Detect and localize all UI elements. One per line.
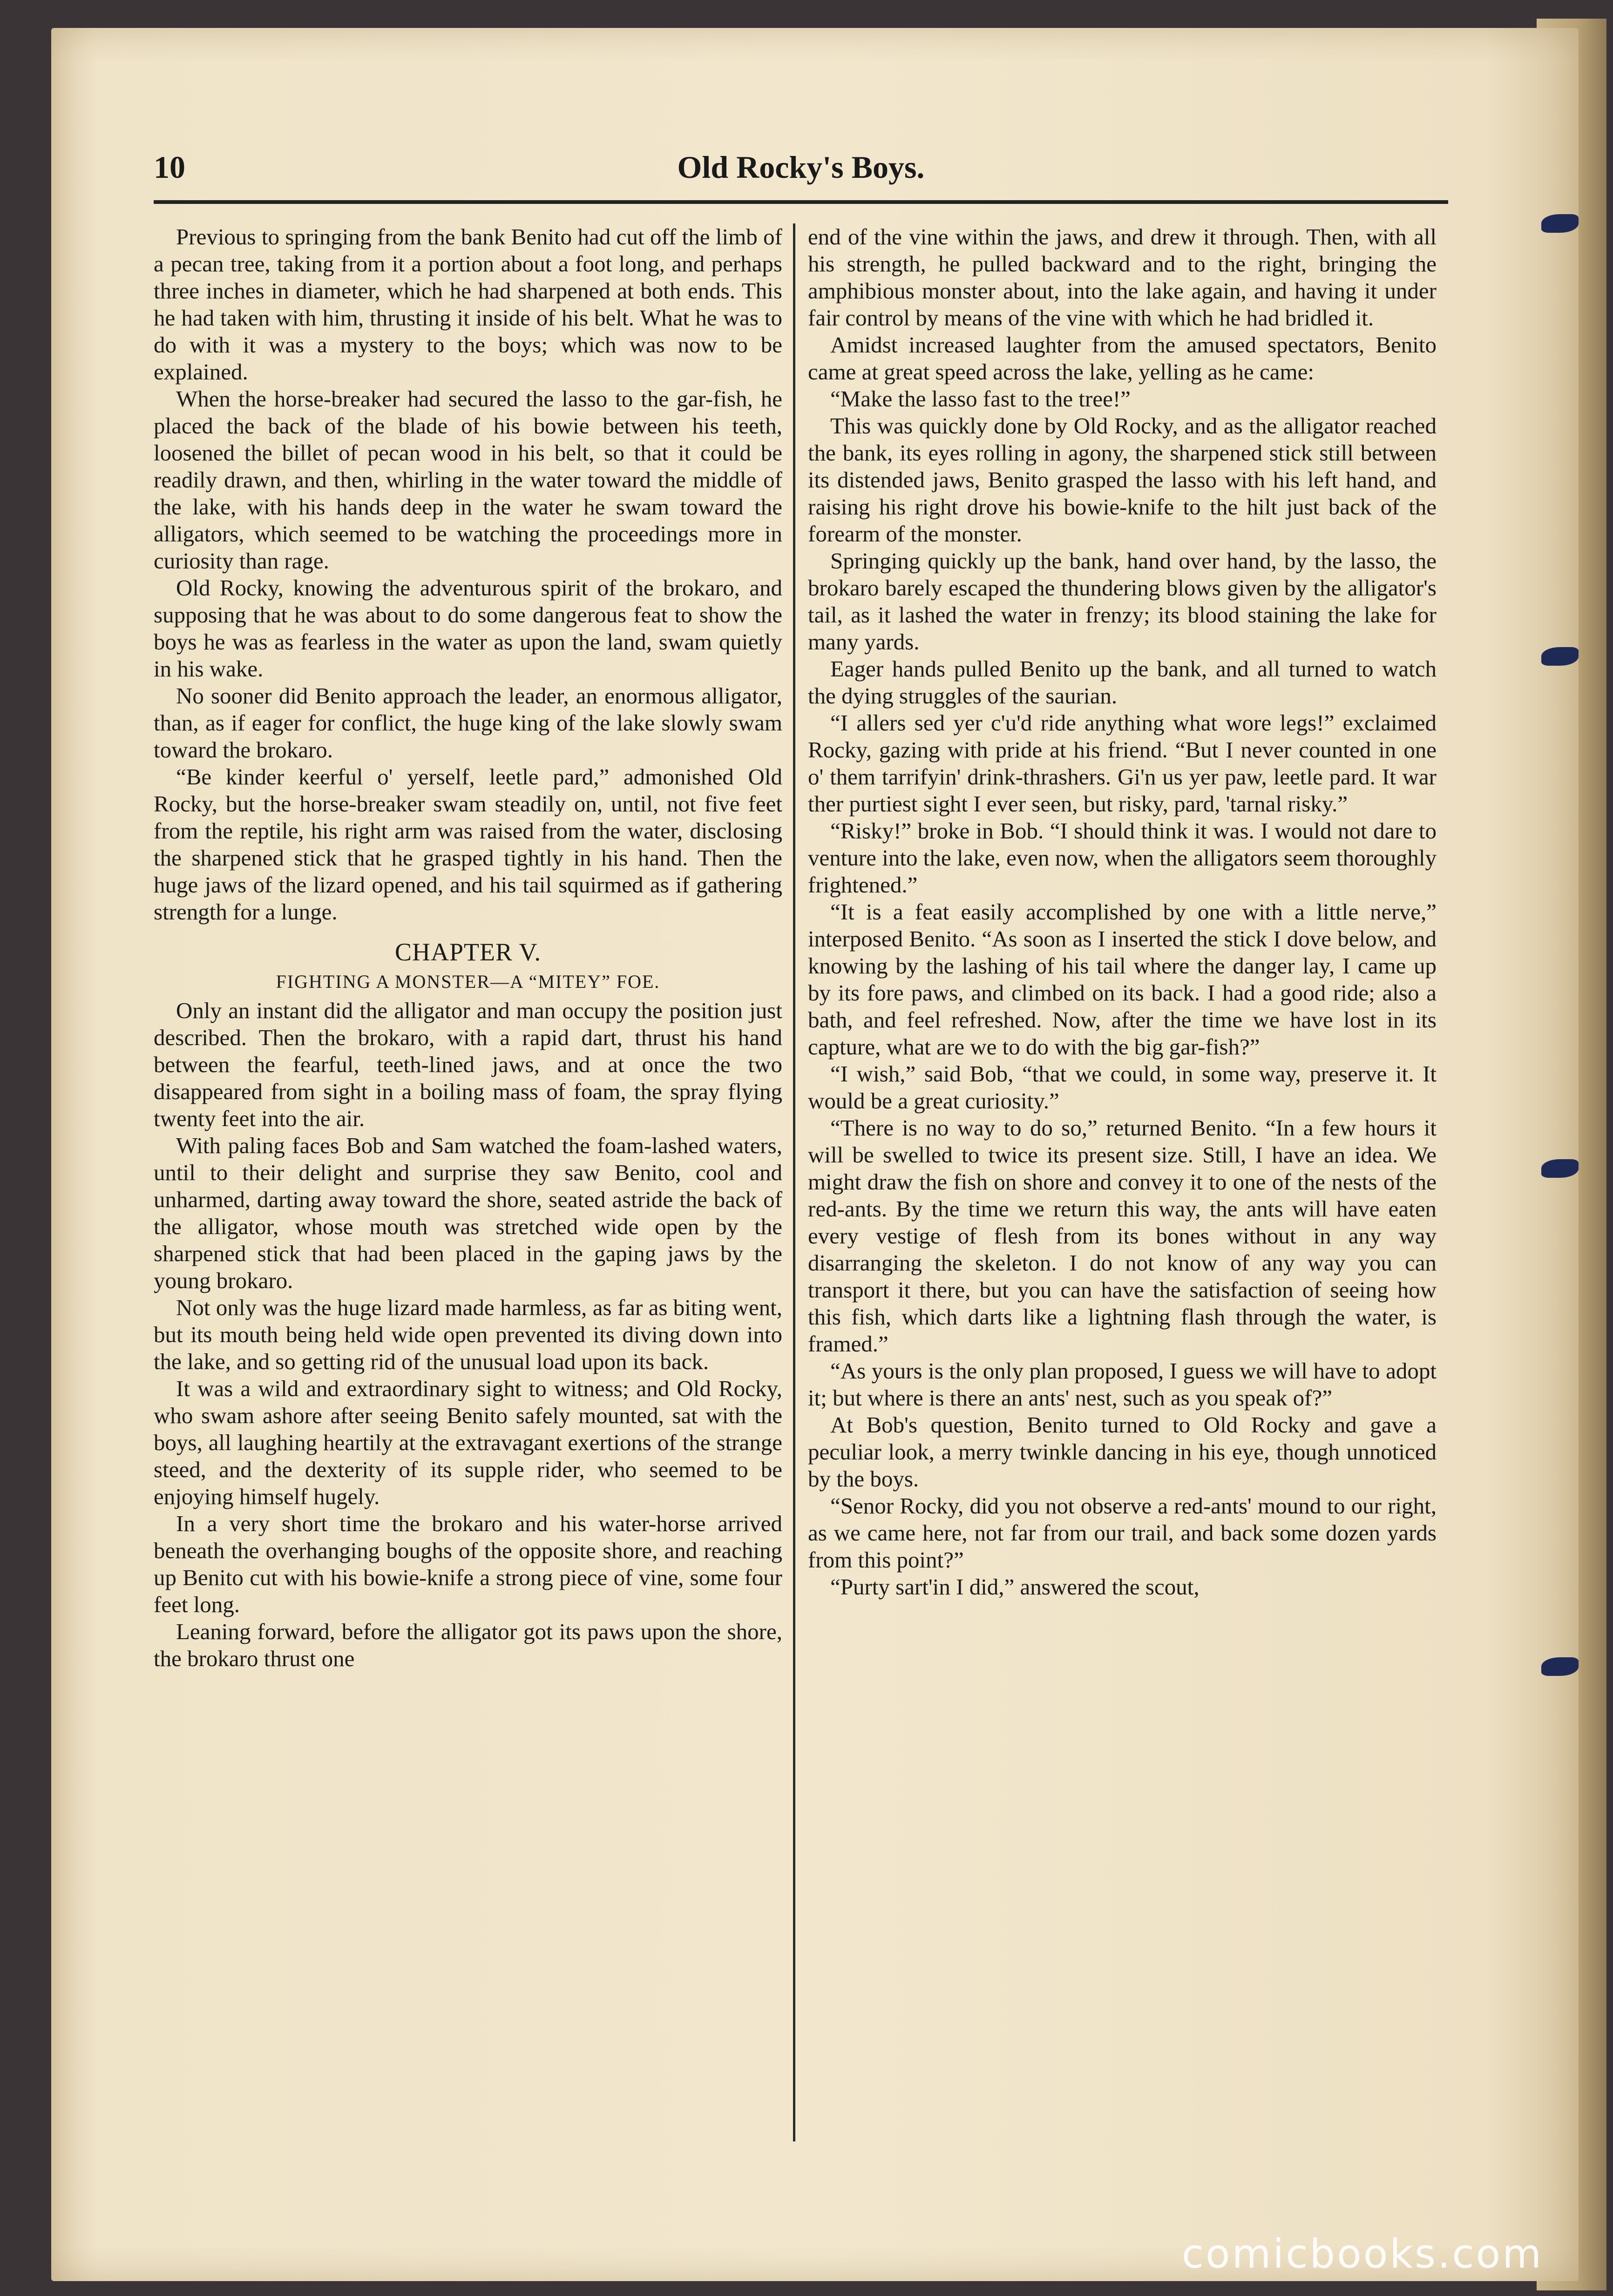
watermark: comicbooks.com: [1181, 2231, 1543, 2277]
chapter-title: CHAPTER V.: [394, 938, 542, 966]
paragraph: “As yours is the only plan proposed, I guess we will have to adopt it; but where is there an ants' nest, such as you speak of?”: [808, 1358, 1437, 1411]
binding-staple-hole: [1541, 647, 1579, 666]
paragraph: Eager hands pulled Benito up the bank, and all turned to watch the dying struggles of the saurian.: [808, 656, 1437, 709]
paragraph: “I wish,” said Bob, “that we could, in some way, preserve it. It would be a great curiosity.”: [808, 1061, 1437, 1114]
header-rule: [154, 200, 1448, 204]
right-column: [808, 223, 1437, 2132]
paragraph: It was a wild and extraordinary sight to witness; and Old Rocky, who swam ashore after seeing Benito safely mounted, sat with the boys, all laughing heartily at the extravagant exertions of the strange steed, and the dexterity of its supple rider, who seemed to be enjoying himself hugely.: [154, 1376, 782, 1509]
binding-staple-hole: [1541, 214, 1579, 233]
binding-staple-hole: [1541, 1159, 1579, 1178]
paragraph: At Bob's question, Benito turned to Old Rocky and gave a peculiar look, a merry twinkle dancing in his eye, though unnoticed by the boys.: [808, 1412, 1437, 1492]
paragraph: “Risky!” broke in Bob. “I should think it was. I would not dare to venture into the lake, even now, when the alligators seem thoroughly frightened.”: [808, 818, 1437, 898]
paragraph: “Be kinder keerful o' yerself, leetle pard,” admonished Old Rocky, but the horse-breaker swam steadily on, until, not five feet from the reptile, his right arm was raised from the water, disclosing the sharpened stick that he grasped tightly in his hand. Then the huge jaws of the lizard opened, and his tail squirmed as if gathering strength for a lunge.: [154, 764, 782, 925]
binding-staple-hole: [1541, 1657, 1579, 1676]
paragraph: “It is a feat easily accomplished by one with a little nerve,” interposed Benito. “As soon as I inserted the stick I dove below, and knowing by the lashing of his tail where the danger lay, I came up by its fore paws, and climbed on its back. I had a good ride; also a bath, and feel refreshed. Now, after the time we have lost in its capture, what are we to do with the big gar-fish?”: [808, 899, 1437, 1060]
column-divider: [793, 223, 795, 2141]
paragraph: “There is no way to do so,” returned Benito. “In a few hours it will be swelled to twice its present size. Still, I have an idea. We might draw the fish on shore and convey it to one of the nests of the red-ants. By the time we return this way, the ants will have eaten every vestige of flesh from its bones without in any way disarranging the skeleton. I do not know of any way you can transport it there, but you can have the satisfaction of seeing how this fish, which darts like a lightning flash through the water, is framed.”: [808, 1115, 1437, 1357]
running-title: Old Rocky's Boys.: [677, 149, 925, 185]
paragraph: “I allers sed yer c'u'd ride anything what wore legs!” exclaimed Rocky, gazing with pride at his friend. “But I never counted in one o' them tarrifyin' drink-thrashers. Gi'n us yer paw, leetle pard. It war ther purtiest sight I ever seen, but risky, pard, 'tarnal risky.”: [808, 710, 1437, 817]
page-number: 10: [154, 149, 185, 185]
paragraph: In a very short time the brokaro and his water-horse arrived beneath the overhanging boughs of the opposite shore, and reaching up Benito cut with his bowie-knife a strong piece of vine, some four feet long.: [154, 1511, 782, 1617]
paragraph: end of the vine within the jaws, and drew it through. Then, with all his strength, he pulled backward and to the right, bringing the amphibious monster about, into the lake again, and having it under fair control by means of the vine with which he had bridled it.: [808, 224, 1437, 331]
paragraph: Previous to springing from the bank Benito had cut off the limb of a pecan tree, taking from it a portion about a foot long, and perhaps three inches in diameter, which he had sharpened at both ends. This he had taken with him, thrusting it inside of his belt. What he was to do with it was a mystery to the boys; which was now to be explained.: [154, 224, 782, 385]
paragraph: Not only was the huge lizard made harmless, as far as biting went, but its mouth being held wide open prevented its diving down into the lake, and so getting rid of the unusual load upon its back.: [154, 1295, 782, 1374]
paragraph: When the horse-breaker had secured the lasso to the gar-fish, he placed the back of the blade of his bowie between his teeth, loosened the billet of pecan wood in his belt, so that it could be readily drawn, and then, whirling in the water toward the middle of the lake, with his hands deep in the water he swam toward the alligators, which seemed to be watching the proceedings more in curiosity than rage.: [154, 386, 782, 574]
paragraph: With paling faces Bob and Sam watched the foam-lashed waters, until to their delight and surprise they saw Benito, cool and unharmed, darting away toward the shore, seated astride the back of the alligator, whose mouth was stretched wide open by the sharpened stick that had been placed in the gaping jaws by the young brokaro.: [154, 1133, 782, 1293]
paragraph: Leaning forward, before the alligator got its paws upon the shore, the brokaro thrust one: [154, 1619, 782, 1671]
paragraph: “Purty sart'in I did,” answered the scout,: [830, 1574, 1200, 1600]
left-column: [154, 223, 782, 2132]
paragraph: “Senor Rocky, did you not observe a red-ants' mound to our right, as we came here, not far from our trail, and back some dozen yards from this point?”: [808, 1493, 1437, 1573]
paragraph: No sooner did Benito approach the leader, an enormous alligator, than, as if eager for conflict, the huge king of the lake slowly swam toward the brokaro.: [154, 683, 782, 763]
page-header: [154, 144, 1448, 196]
paragraph: Amidst increased laughter from the amused spectators, Benito came at great speed across the lake, yelling as he came:: [808, 332, 1437, 385]
paragraph: Old Rocky, knowing the adventurous spirit of the brokaro, and supposing that he was about to do some dangerous feat to show the boys he was as fearless in the water as upon the land, swam quietly in his wake.: [154, 575, 782, 682]
paragraph: Only an instant did the alligator and man occupy the position just described. Then the brokaro, with a rapid dart, thrust his hand between the fearful, teeth-lined jaws, and at once the two disappeared from sight in a boiling mass of foam, the spray flying twenty feet into the air.: [154, 998, 782, 1131]
paragraph: “Make the lasso fast to the tree!”: [830, 386, 1131, 412]
paragraph: This was quickly done by Old Rocky, and as the alligator reached the bank, its eyes rolling in agony, the sharpened stick still between its distended jaws, Benito grasped the lasso with his left hand, and raising his right drove his bowie-knife to the hilt just back of the forearm of the monster.: [808, 413, 1437, 547]
paragraph: Springing quickly up the bank, hand over hand, by the lasso, the brokaro barely escaped the thundering blows given by the alligator's tail, as it lashed the water in frenzy; its blood staining the lake for many yards.: [808, 548, 1437, 655]
chapter-subtitle: FIGHTING A MONSTER—A “MITEY” FOE.: [276, 971, 660, 992]
